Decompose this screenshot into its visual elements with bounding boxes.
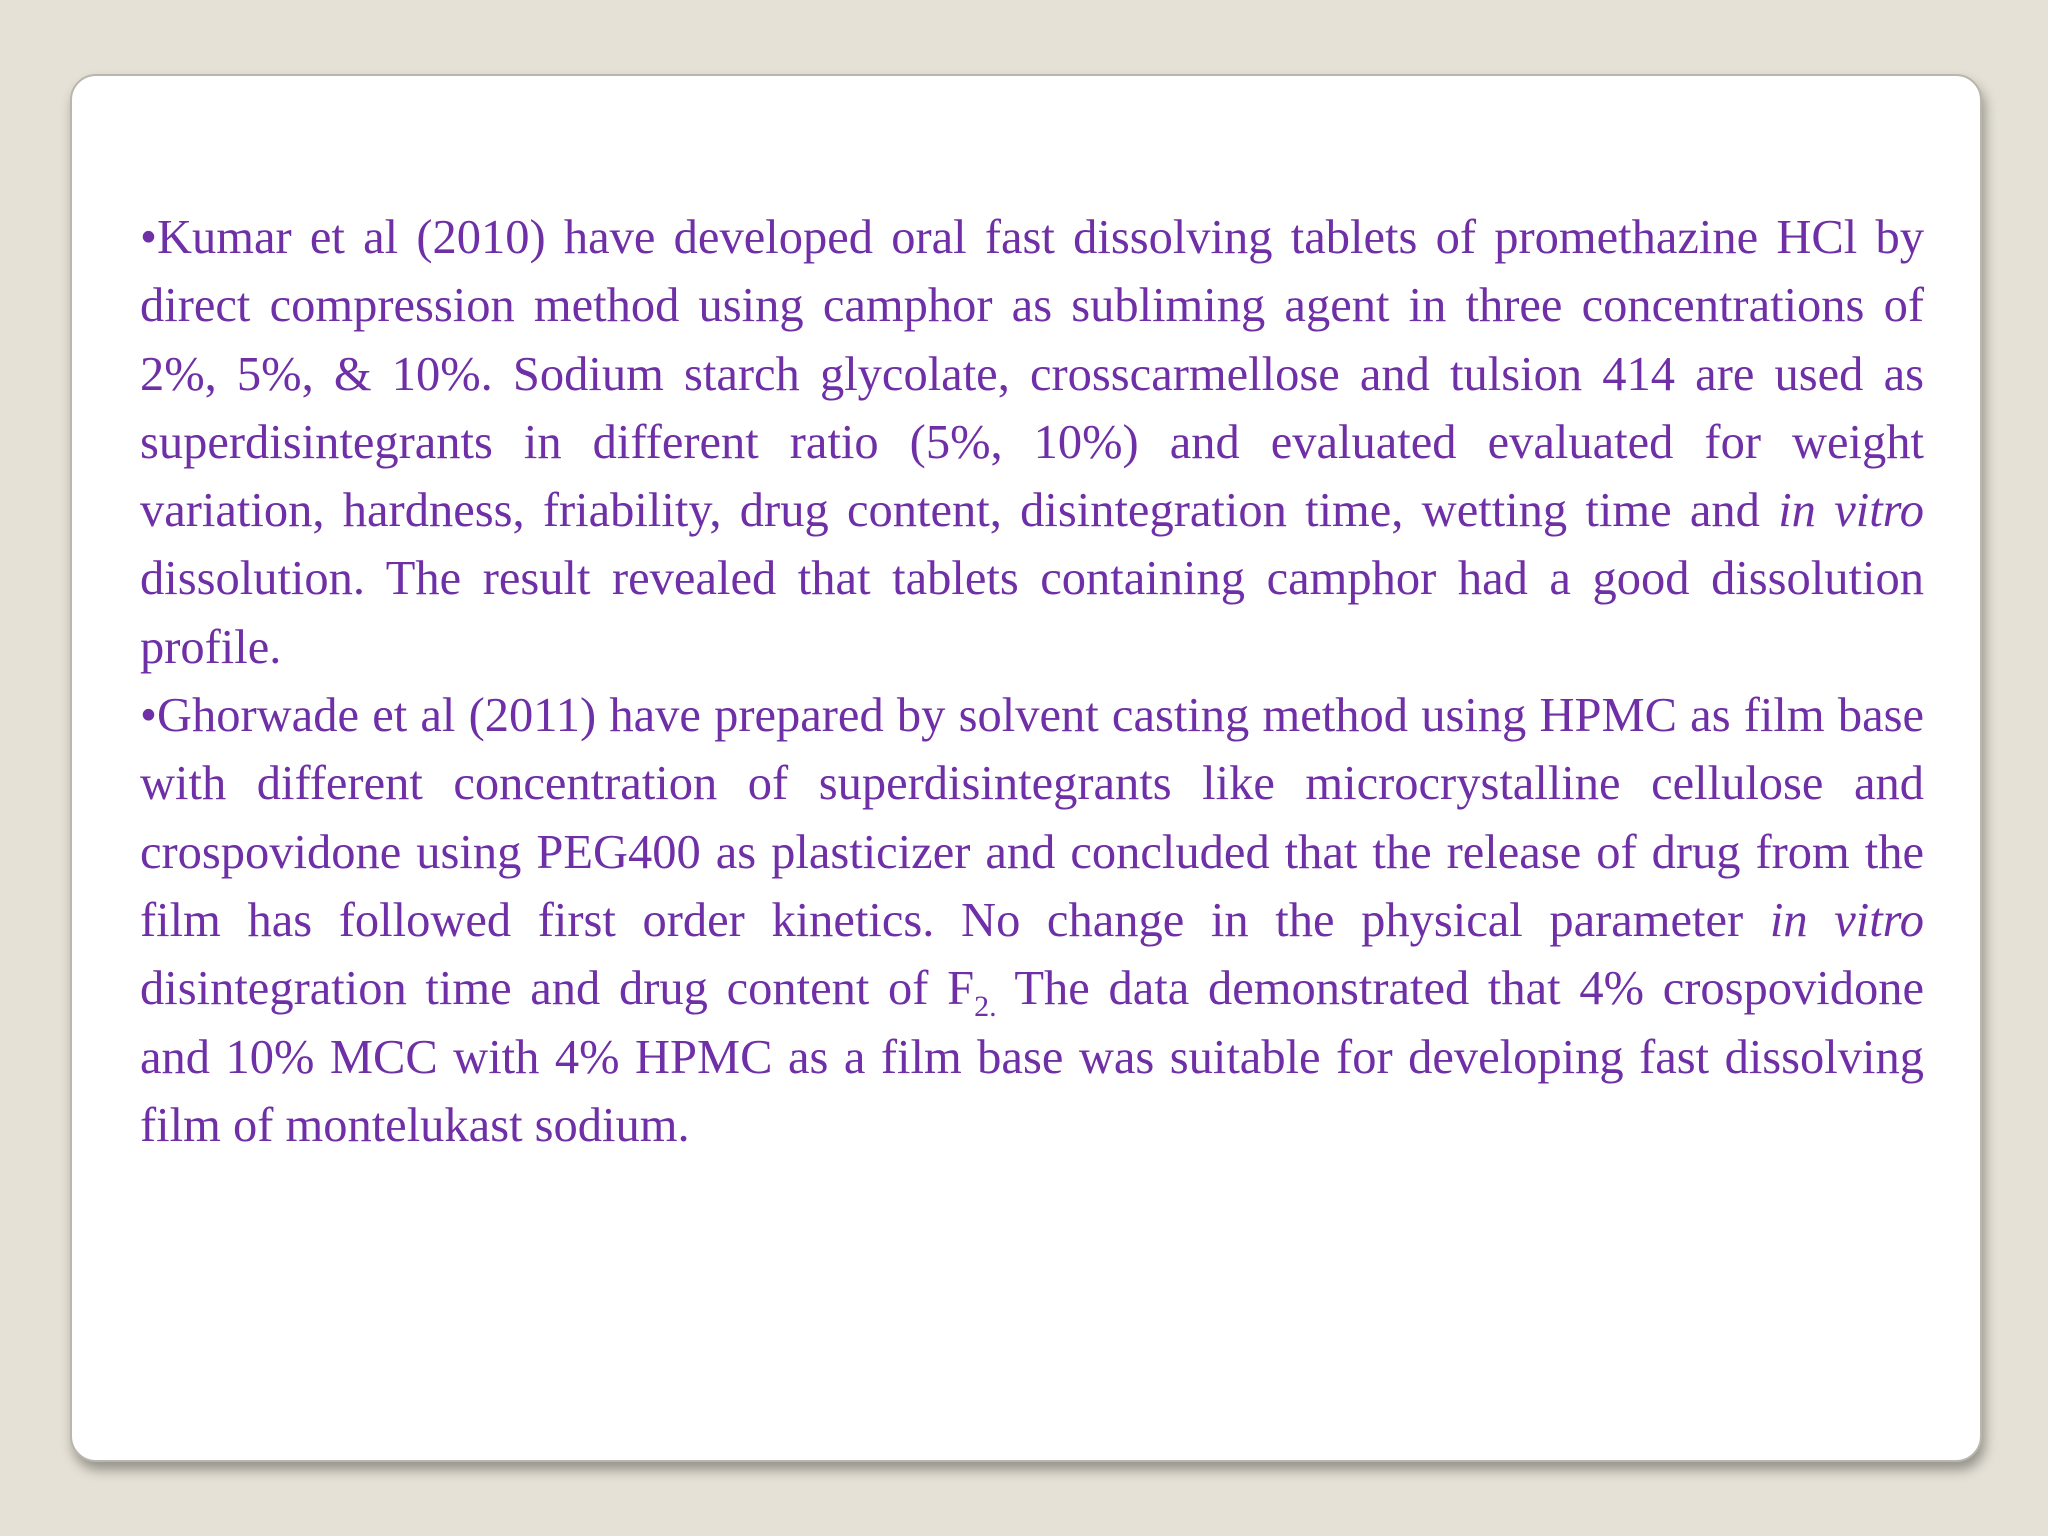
kumar-text-part-1: •Kumar et al (2010) have developed oral fast dissolving tablets of promethazine HCl by direct compression method using camphor as subliming agent in three concentrations of 2%, 5%, & 10%. Sodium starch glycolate, crosscarmellose and tulsion 414 are used as superdisintegrants in different ratio (5%, 10%) and evaluated evaluated for weight variation, hardness, friability, drug content, disintegration time, wetting time and bbox=[140, 211, 1924, 538]
ghorwade-text-part-3: The data demonstrated that 4% crospovidone and 10% MCC with 4% HPMC as a film base was suitable for developing fast dissolving film of montelukast sodium. bbox=[140, 962, 1924, 1152]
paragraph-kumar bbox=[140, 204, 1924, 682]
ghorwade-text-part-1: •Ghorwade et al (2011) have prepared by solvent casting method using HPMC as film base with different concentration of superdisintegrants like microcrystalline cellulose and crospovidone using PEG400 as plasticizer and concluded that the release of drug from the film has followed first order kinetics. No change in the physical parameter bbox=[140, 689, 1924, 947]
slide-body bbox=[140, 204, 1924, 1160]
formulation-subscript: 2. bbox=[974, 990, 997, 1024]
ghorwade-in-vitro-italic: in vitro bbox=[1769, 893, 1924, 947]
kumar-in-vitro-italic: in vitro bbox=[1778, 484, 1924, 538]
ghorwade-text-part-2: disintegration time and drug content of F bbox=[140, 962, 975, 1016]
kumar-text-part-2: dissolution. The result revealed that tablets containing camphor had a good dissolution profile. bbox=[140, 552, 1924, 674]
paragraph-ghorwade bbox=[140, 682, 1924, 1160]
